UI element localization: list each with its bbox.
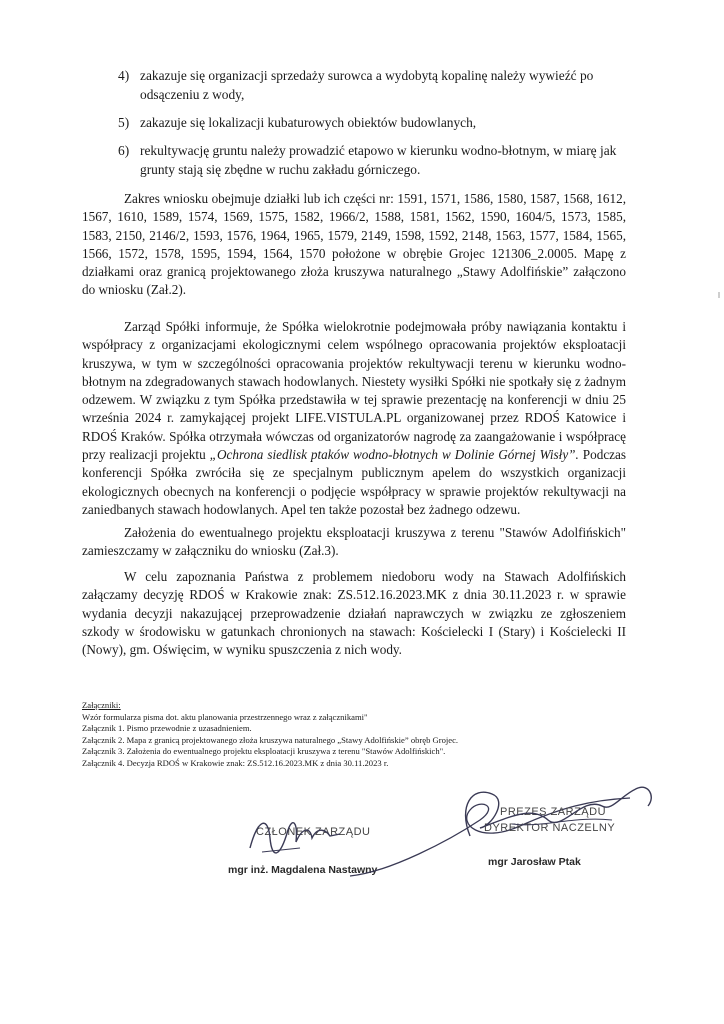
attachment-item: Załącznik 3. Założenia do ewentualnego projektu eksploatacji kruszywa z terenu "Stawów Adolfińskich". — [82, 746, 446, 757]
list-item — [118, 113, 638, 132]
attachment-item: Załącznik 1. Pismo przewodnie z uzasadnieniem. — [82, 723, 252, 734]
right-signature-stamp-1: PREZES ZARZĄDU — [500, 806, 607, 818]
conditions-list — [118, 66, 638, 188]
project-title: „Ochrona siedlisk ptaków wodno-błotnych w Dolinie Górnej Wisły”. — [209, 447, 579, 463]
paragraph-parcels: Zakres wniosku obejmuje działki lub ich części nr: 1591, 1571, 1586, 1580, 1587, 1568, 1612, 1567, 1610, 1589, 1574, 1569, 1575, 1582, 1966/2, 1588, 1581, 1562, 1590, 1604/5, 1573, 1585, 1583, 2150, 2146/2, 1593, 1576, 1964, 1965, 1579, 2149, 1598, 1592, 2148, 1563, 1577, 1584, 1565, 1566, 1572, 1578, 1595, 1594, 1564, 1570 położone w obrębie Grojec 121306_2.0005. Mapę z działkami oraz granicą projektowanego złoża kruszywa naturalnego „Stawy Adolfińskie” załączono do wniosku (Zał.2). — [82, 191, 626, 298]
list-text: zakazuje się organizacji sprzedaży surowca a wydobytą kopalinę należy wywieźć po odsączeniu z wody, — [140, 68, 594, 102]
list-number: 5) — [118, 115, 130, 130]
list-text: rekultywację gruntu należy prowadzić etapowo w kierunku wodno-błotnym, w miarę jak grunty stają się zbędne w ruchu zakładu górniczego. — [140, 143, 617, 177]
scan-artifact — [718, 292, 720, 298]
list-number: 4) — [118, 68, 130, 83]
paragraph-water-shortage: W celu zapoznania Państwa z problemem niedoboru wody na Stawach Adolfińskich załączamy decyzję RDOŚ w Krakowie znak: ZS.512.16.2023.MK z dnia 30.11.2023 r. w sprawie wydania decyzji nakazującej przeprowadzenie działań naprawczych w związku ze zgłoszeniem szkody w środowisku w gatunkach chronionych na stawach: Kościelecki I (Stary) i Kościelecki II (Nowy), gm. Oświęcim, w wyniku spuszczenia z nich wody. — [82, 569, 626, 658]
attachments-list — [82, 700, 642, 770]
right-signature-stamp-2: DYREKTOR NACZELNY — [484, 822, 616, 834]
attachments-header: Załączniki: — [82, 700, 121, 710]
paragraph-assumptions: Założenia do ewentualnego projektu eksploatacji kruszywa z terenu "Stawów Adolfińskich" zamieszczamy w załączniku do wniosku (Zał.3). — [82, 525, 626, 559]
signature-swirl — [330, 780, 670, 890]
paragraph-text: Zarząd Spółki informuje, że Spółka wielokrotnie podejmowała próby nawiązania kontaktu i współpracy z organizacjami ekologicznymi celem wspólnego opracowania projektów eksploatacji kruszywa, w tym w szczególności opracowania projektów rekultywacji terenu w kierunku wodno-błotnym na zdegradowanych stawach hodowlanych. Niestety wysiłki Spółki nie spotkały się z żadnym odzewem. W związku z tym Spółka przedstawiła w tej sprawie prezentację na konferencji w dniu 25 września 2024 r. zamykającej projekt LIFE.VISTULA.PL organizowanej przez RDOŚ Katowice i RDOŚ Kraków. Spółka otrzymała wówczas od organizatorów nagrodę za zaangażowanie i współpracę przy realizacji projektu — [82, 319, 626, 463]
left-signatory-name: mgr inż. Magdalena Nastawny — [228, 864, 378, 876]
right-signatory-name: mgr Jarosław Ptak — [488, 856, 581, 868]
paragraph-cooperation — [82, 318, 626, 519]
list-item — [118, 66, 638, 104]
list-text: zakazuje się lokalizacji kubaturowych obiektów budowlanych, — [140, 115, 477, 130]
list-number: 6) — [118, 143, 130, 158]
left-signature-stamp: CZŁONEK ZARZĄDU — [256, 826, 371, 838]
attachment-item: Załącznik 2. Mapa z granicą projektowanego złoża kruszywa naturalnego „Stawy Adolfińskie” obręb Grojec. — [82, 734, 459, 745]
list-item — [118, 141, 638, 179]
attachment-item: Wzór formularza pisma dot. aktu planowania przestrzennego wraz z załącznikami" — [82, 711, 368, 722]
paragraph-text: Podczas konferencji Spółka zwróciła się ze specjalnym publicznym apelem do wszystkich organizacji ekologicznych obecnych na konferencji o podjęcie współpracy w sprawie projektów rekultywacji na zaniedbanych stawach hodowlanych. Apel ten także pozostał bez żadnego odzewu. — [82, 447, 627, 517]
attachment-item: Załącznik 4. Decyzja RDOŚ w Krakowie znak: ZS.512.16.2023.MK z dnia 30.11.2023 r. — [82, 757, 389, 768]
